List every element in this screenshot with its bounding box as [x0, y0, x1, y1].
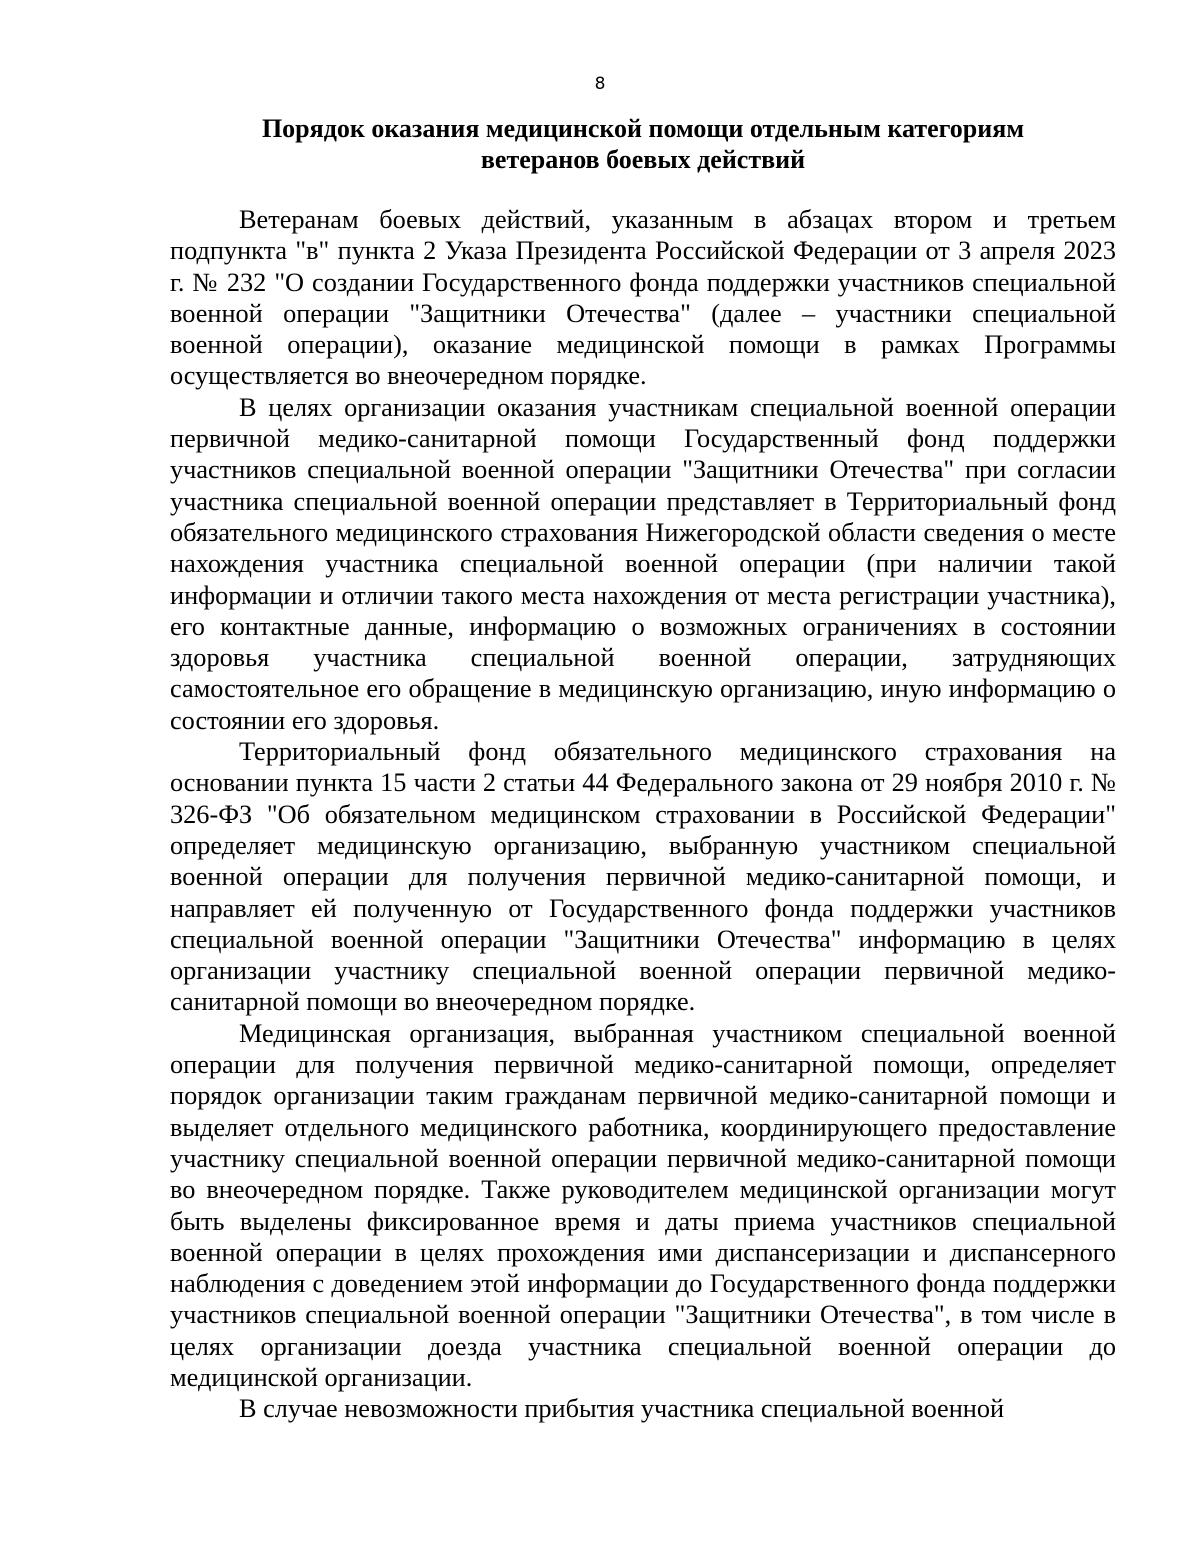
paragraph-fund-information: В целях организации оказания участникам специальной военной операции первичной медико-санитарной помощи Государственный фонд поддержки участников специальной военной операции "Защитники Отечества" при согласии участника специальной военной операции представляет в Территориальный фонд обязательного медицинского страхования Нижегородской области сведения о месте нахождения участника специальной военной операции (при наличии такой информации и отличии такого места нахождения от места регистрации участника), его контактные данные, информацию о возможных ограничениях в состоянии здоровья участника специальной военной операции, затрудняющих самостоятельное его обращение в медицинскую организацию, иную информацию о состоянии его здоровья.: [170, 392, 1116, 735]
section-title: [170, 113, 1116, 175]
paragraph-medical-organization: Медицинская организация, выбранная участником специальной военной операции для получения первичной медико-санитарной помощи, определяет порядок организации таким гражданам первичной медико-санитарной помощи и выделяет отдельного медицинского работника, координирующего предоставление участнику специальной военной операции первичной медико-санитарной помощи во внеочередном порядке. Также руководителем медицинской организации могут быть выделены фиксированное время и даты приема участников специальной военной операции в целях прохождения ими диспансеризации и диспансерного наблюдения с доведением этой информации до Государственного фонда поддержки участников специальной военной операции "Защитники Отечества", в том числе в целях организации доезда участника специальной военной операции до медицинской организации.: [170, 1018, 1116, 1392]
section-title-line-2: ветеранов боевых действий: [480, 145, 806, 174]
paragraph-continuation: В случае невозможности прибытия участника специальной военной: [239, 1394, 1005, 1424]
paragraph-territorial-fund: Территориальный фонд обязательного медицинского страхования на основании пункта 15 части 2 статьи 44 Федерального закона от 29 ноября 2010 г. № 326-ФЗ "Об обязательном медицинском страховании в Российской Федерации" определяет медицинскую организацию, выбранную участником специальной военной операции для получения первичной медико-санитарной помощи, и направляет ей полученную от Государственного фонда поддержки участников специальной военной операции "Защитники Отечества" информацию в целях организации участнику специальной военной операции первичной медико-санитарной помощи во внеочередном порядке.: [170, 737, 1116, 1017]
section-title-line-1: Порядок оказания медицинской помощи отдельным категориям: [261, 114, 1025, 143]
page-number: 8: [594, 74, 606, 94]
document-body: [170, 204, 1116, 1425]
paragraph-veterans-priority: Ветеранам боевых действий, указанным в абзацах втором и третьем подпункта "в" пункта 2 Указа Президента Российской Федерации от 3 апреля 2023 г. № 232 "О создании Государственного фонда поддержки участников специальной военной операции "Защитники Отечества" (далее – участники специальной военной операции), оказание медицинской помощи в рамках Программы осуществляется во внеочередном порядке.: [170, 205, 1116, 391]
